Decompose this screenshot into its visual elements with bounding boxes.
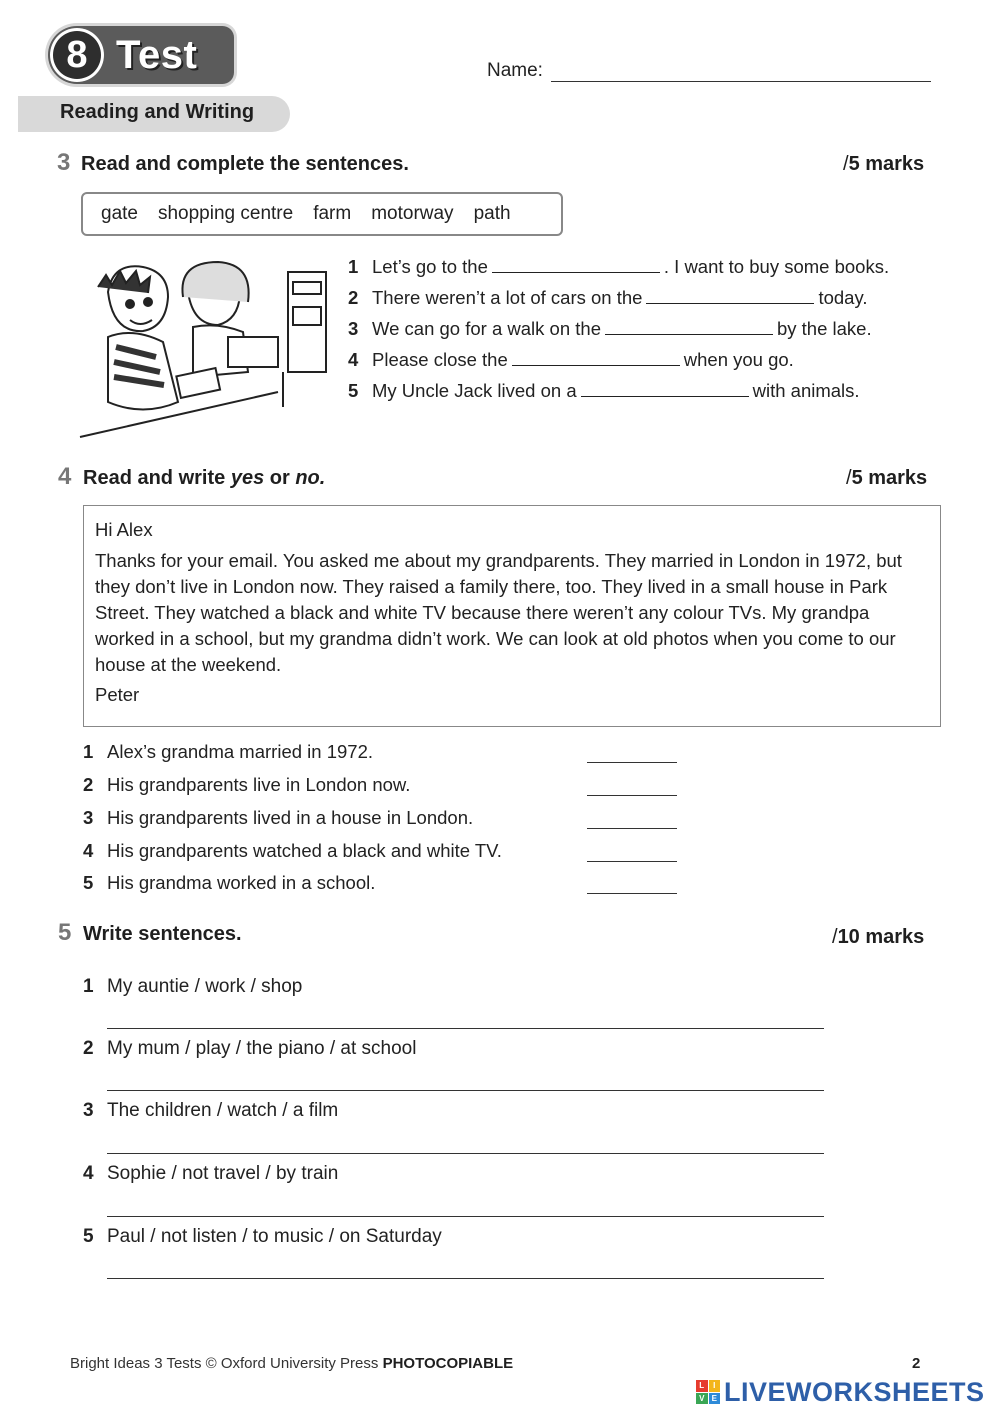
gap-blank[interactable] <box>492 271 660 273</box>
word-bank-item: motorway <box>371 203 454 224</box>
name-input-line[interactable] <box>551 81 931 82</box>
section-3-marks: /5 marks <box>843 153 925 175</box>
sentence-prompt: 3 The children / watch / a film <box>83 1100 339 1121</box>
gap-sentence: 4 Please close the when you go. <box>348 349 794 370</box>
gap-blank[interactable] <box>605 333 773 335</box>
section-5-marks: /10 marks <box>832 926 925 948</box>
yes-no-answer-line[interactable] <box>587 893 677 894</box>
gap-blank[interactable] <box>646 302 814 304</box>
yes-no-answer-line[interactable] <box>587 795 677 796</box>
word-bank-item: path <box>473 203 511 224</box>
writing-line[interactable] <box>107 1028 824 1029</box>
yes-no-statement: 2 His grandparents live in London now. <box>83 774 411 795</box>
name-label: Name: <box>487 60 543 81</box>
shop-illustration <box>78 252 328 442</box>
word-bank <box>81 192 563 236</box>
gap-sentence: 2 There weren’t a lot of cars on the today. <box>348 287 868 308</box>
gap-blank[interactable] <box>512 364 680 366</box>
sentence-prompt: 2 My mum / play / the piano / at school <box>83 1038 417 1059</box>
gap-sentence: 5 My Uncle Jack lived on a with animals. <box>348 380 860 401</box>
word-bank-item: farm <box>313 203 352 224</box>
gap-sentence: 3 We can go for a walk on the by the lake. <box>348 318 872 339</box>
section-3-number: 3 <box>57 149 71 176</box>
sentence-prompt: 4 Sophie / not travel / by train <box>83 1163 339 1184</box>
yes-no-statement: 4 His grandparents watched a black and white TV. <box>83 840 502 861</box>
section-4-marks: /5 marks <box>846 467 928 489</box>
yes-no-statement: 1 Alex’s grandma married in 1972. <box>83 741 373 762</box>
word-bank-item: shopping centre <box>157 203 294 224</box>
yes-no-answer-line[interactable] <box>587 861 677 862</box>
writing-line[interactable] <box>107 1153 824 1154</box>
sentence-prompt: 1 My auntie / work / shop <box>83 976 303 997</box>
sentence-prompt: 5 Paul / not listen / to music / on Saturday <box>83 1226 442 1247</box>
email-greeting: Hi Alex <box>95 519 153 540</box>
email-signoff: Peter <box>95 684 140 705</box>
section-5-title: Write sentences. <box>83 923 242 945</box>
yes-no-answer-line[interactable] <box>587 762 677 763</box>
liveworksheets-text: LIVEWORKSHEETS <box>724 1376 985 1407</box>
gap-blank[interactable] <box>581 395 749 397</box>
writing-line[interactable] <box>107 1278 824 1279</box>
section-band-label: Reading and Writing <box>60 101 255 123</box>
section-5-number: 5 <box>58 919 72 946</box>
email-body: Thanks for your email. You asked me about my grandparents. They married in London in 1972, but they don’t live in London now. They raised a family there, too. They lived in a small house in Park Street. They watched a black and white TV because there weren’t any colour TVs. My grandpa worked in a school, but my grandma didn’t work. We can look at old photos when you come to our house at the weekend. <box>95 550 902 675</box>
page-number: 2 <box>912 1355 921 1372</box>
section-4-number: 4 <box>58 463 72 490</box>
section-4-title: Read and write yes or no. <box>83 467 326 489</box>
unit-number: 8 <box>50 28 104 82</box>
section-3-title: Read and complete the sentences. <box>81 153 409 175</box>
test-title: Test <box>116 33 198 77</box>
yes-no-answer-line[interactable] <box>587 828 677 829</box>
writing-line[interactable] <box>107 1216 824 1217</box>
writing-line[interactable] <box>107 1090 824 1091</box>
gap-sentence: 1 Let’s go to the . I want to buy some books. <box>348 256 890 277</box>
liveworksheets-logo-icon: L I V E <box>696 1380 720 1404</box>
footer-credit: Bright Ideas 3 Tests © Oxford University Press PHOTOCOPIABLE <box>70 1355 514 1372</box>
liveworksheets-watermark[interactable] <box>696 1376 985 1408</box>
yes-no-statement: 5 His grandma worked in a school. <box>83 872 376 893</box>
yes-no-statement: 3 His grandparents lived in a house in London. <box>83 807 474 828</box>
word-bank-item: gate <box>101 203 138 224</box>
